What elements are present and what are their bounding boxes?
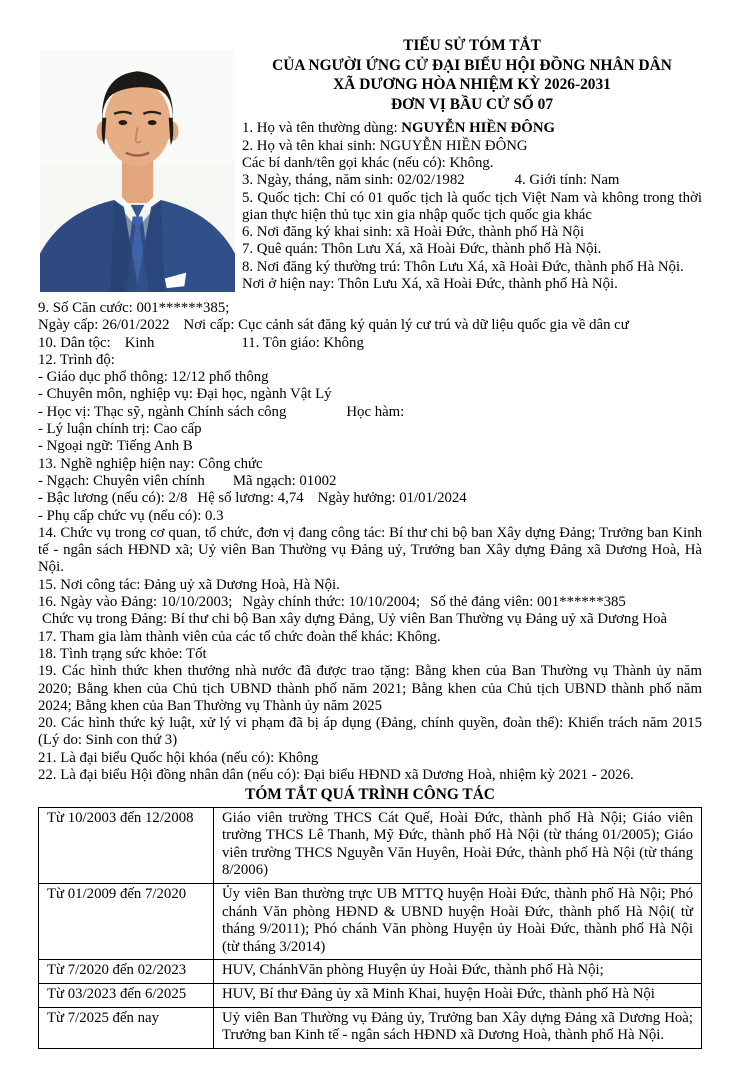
salary-grade-value: - Bậc lương (nếu có): 2/8 [38,490,188,507]
workplace-line: 15. Nơi công tác: Đảng uỷ xã Dương Hoà, Hà Nội. [38,576,340,593]
id-issue-line [38,317,702,334]
party-position-value: Chức vụ trong Đảng: Bí thư chi bộ Ban xây dựng Đảng, Uỷ viên Ban Thường vụ Đảng uỷ xã Dương Hoà [42,611,668,628]
current-residence-line: Nơi ở hiện nay: Thôn Lưu Xá, xã Hoài Đức, thành phố Hà Nội. [242,276,618,293]
career-period: Từ 10/2003 đến 12/2008 [39,807,214,883]
career-description: Uỷ viên Ban Thường vụ Đảng ủy, Trưởng ban Xây dựng Đảng xã Dương Hoà; Trưởng ban Kinh tế - ngân sách HĐND xã Dương Hoà, thành phố Hà Nội. [214,1007,702,1048]
common-name-line [242,120,702,137]
general-education-line: - Giáo dục phổ thông: 12/12 phổ thông [38,369,269,386]
career-description: Ủy viên Ban thường trực UB MTTQ huyện Hoài Đức, thành phố Hà Nội; Phó chánh Văn phòng HĐND & UBND huyện Hoài Đức, thành phố Hà Nội( từ tháng 9/2011); Phó chánh Văn phòng Huyện ủy Hoài Đức, thành phố Hà Nội (từ tháng 3/2014) [214,883,702,959]
allowance-line: - Phụ cấp chức vụ (nếu có): 0.3 [38,507,224,524]
id-number-line: 9. Số Căn cước: 001******385; [38,300,230,316]
party-card-number: Số thẻ đảng viên: 001******385 [430,594,626,611]
career-period: Từ 03/2023 đến 6/2025 [39,983,214,1007]
title-line-1: TIỂU SỬ TÓM TẮT [403,37,541,54]
party-position-line [38,611,702,628]
table-row [39,883,702,959]
dob-gender-line [242,172,702,189]
foreign-language-line: - Ngoại ngữ: Tiếng Anh B [38,438,193,455]
party-official-date: Ngày chính thức: 10/10/2004; [242,594,421,611]
professional-education-line: - Chuyên môn, nghiệp vụ: Đại học, ngành Vật Lý [38,386,332,403]
career-description: Giáo viên trường THCS Cát Quế, Hoài Đức, thành phố Hà Nội; Giáo viên trường THCS Lê Thanh, Mỹ Đức, thành phố Hà Nội (từ tháng 01/2005); Giáo viên trường THCS Nguyễn Văn Huyên, Hoài Đức, thành phố Hà Nội (từ tháng 8/2006) [214,807,702,883]
hometown-line: 7. Quê quán: Thôn Lưu Xá, xã Hoài Đức, thành phố Hà Nội. [242,241,602,258]
rank-line [38,473,702,490]
table-row [39,1007,702,1048]
career-description: HUV, Bí thư Đảng ủy xã Minh Khai, huyện Hoài Đức, thành phố Hà Nội [214,983,702,1007]
nationality-line: 5. Quốc tịch: Chỉ có 01 quốc tịch là quốc tịch Việt Nam và không trong thời gian thực hiện thủ tục xin gia nhập quốc tịch quốc gia khác [242,189,702,223]
academic-title-label: Học hàm: [346,403,405,420]
national-assembly-line: 21. Là đại biểu Quốc hội khóa (nếu có): Không [38,749,319,766]
portrait-illustration [40,50,235,292]
title-line-3: XÃ DƯƠNG HÒA NHIỆM KỲ 2026-2031 [333,76,611,94]
salary-date-value: Ngày hưởng: 01/01/2024 [317,490,467,507]
current-position-line: 14. Chức vụ trong cơ quan, tổ chức, đơn vị đang công tác: Bí thư chi bộ ban Xây dựng Đảng; Trưởng ban Kinh tế - ngân sách HĐND xã; Uỷ viên Ban Thường vụ Đảng uỷ, Trưởng ban Xây dựng Đảng xã Dương Hoà, Hà Nội. [38,524,702,576]
salary-coefficient-value: Hệ số lương: 4,74 [197,490,304,507]
table-row [39,960,702,984]
career-table [38,807,702,1049]
peoples-council-line: 22. Là đại biểu Hội đồng nhân dân (nếu có): Đại biểu HĐND xã Dương Hoà, nhiệm kỳ 2021 - 2026. [38,767,634,784]
candidate-photo [40,50,235,292]
career-description: HUV, ChánhVăn phòng Huyện ủy Hoài Đức, thành phố Hà Nội; [214,960,702,984]
id-issue-date: Ngày cấp: 26/01/2022 [38,317,170,334]
career-section-title: TÓM TẮT QUÁ TRÌNH CÔNG TÁC [245,786,495,804]
education-heading-line: 12. Trình độ: [38,351,115,368]
common-name-label: 1. Họ và tên thường dùng: [242,120,402,137]
birth-registration-line: 6. Nơi đăng ký khai sinh: xã Hoài Đức, thành phố Hà Nội [242,224,585,241]
permanent-residence-line: 8. Nơi đăng ký thường trú: Thôn Lưu Xá, xã Hoài Đức, thành phố Hà Nội. [242,258,684,275]
id-issue-place: Nơi cấp: Cục cảnh sát đăng ký quản lý cư trú và dữ liệu quốc gia về dân cư [183,317,629,334]
discipline-line: 20. Các hình thức kỷ luật, xử lý vi phạm đã bị áp dụng (Đảng, chính quyền, đoàn thể): Khiển trách năm 2015 (Lý do: Sinh con thứ 3) [38,715,702,749]
awards-line: 19. Các hình thức khen thưởng nhà nước đã được trao tặng: Bằng khen của Ban Thường vụ Thành ủy năm 2020; Bằng khen của Chủ tịch UBND thành phố năm 2021; Bằng khen của Chủ tịch UBND thành phố năm 2024; Bằng khen của Ban Thường vụ Thành ủy năm 2025 [38,663,702,714]
career-period: Từ 7/2020 đến 02/2023 [39,960,214,984]
common-name-value: NGUYỄN HIỀN ĐÔNG [401,120,556,137]
occupation-line: 13. Nghề nghiệp hiện nay: Công chức [38,455,263,472]
degree-line [38,404,702,421]
party-join-date: 16. Ngày vào Đảng: 10/10/2003; [38,594,233,611]
title-line-4: ĐƠN VỊ BẦU CỬ SỐ 07 [390,95,554,113]
rank-value: - Ngạch: Chuyên viên chính [38,472,205,489]
health-line: 18. Tình trạng sức khỏe: Tốt [38,645,207,662]
ethnicity-label: 10. Dân tộc: [38,334,111,351]
intro-section [38,36,702,296]
intro-text [242,36,702,293]
party-dates-line [38,594,702,611]
table-row [39,983,702,1007]
ethnicity-religion-line [38,335,702,352]
details-section [38,300,702,784]
career-period: Từ 01/2009 đến 7/2020 [39,883,214,959]
title-line-2: CỦA NGƯỜI ỨNG CỬ ĐẠI BIỂU HỘI ĐỒNG NHÂN DÂN [272,56,672,74]
gender-value: 4. Giới tính: Nam [514,172,620,189]
birth-name-line: 2. Họ và tên khai sinh: NGUYỄN HIỀN ĐÔNG [242,137,528,154]
memberships-line: 17. Tham gia làm thành viên của các tổ chức đoàn thể khác: Không. [38,628,441,645]
degree-value: - Học vị: Thạc sỹ, ngành Chính sách công [38,403,287,420]
political-theory-line: - Lý luận chính trị: Cao cấp [38,421,202,438]
religion-value: 11. Tôn giáo: Không [241,334,364,351]
table-row [39,807,702,883]
dob-value: 3. Ngày, tháng, năm sinh: 02/02/1982 [242,172,465,189]
aliases-line: Các bí danh/tên gọi khác (nếu có): Không. [242,154,494,171]
ethnicity-value: Kinh [124,334,155,351]
rank-code-value: Mã ngạch: 01002 [232,472,337,489]
career-period: Từ 7/2025 đến nay [39,1007,214,1048]
salary-line [38,490,702,507]
document-title [242,36,702,114]
